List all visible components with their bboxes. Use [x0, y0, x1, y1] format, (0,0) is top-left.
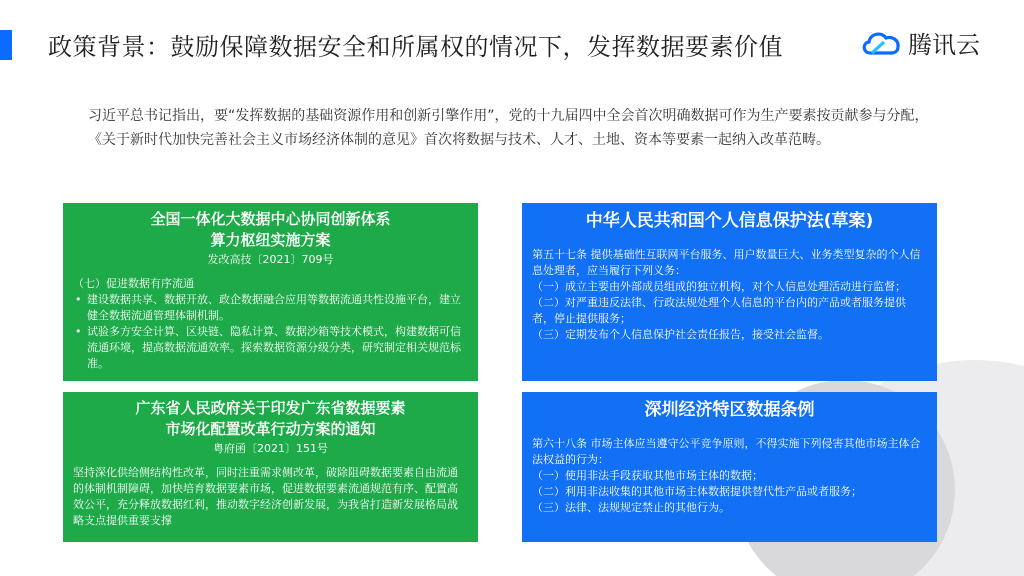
bullet-item: • 试验多方安全计算、区块链、隐私计算、数据沙箱等技术模式，构建数据可信流通环境，提高数据流通效率。探索数据资源分级分类，研究制定相关规范标准。	[73, 324, 468, 372]
card-line: （三）定期发布个人信息保护社会责任报告，接受社会监督。	[532, 328, 829, 341]
card-line: （二）对严重违反法律、行政法规处理个人信息的平台内的产品或者服务提供者，停止提供服务；	[532, 296, 906, 325]
card-line: 第六十八条 市场主体应当遵守公平竞争原则，不得实施下列侵害其他市场主体合法权益的行为：	[532, 437, 921, 466]
bullet-item: • 建设数据共享、数据开放、政企数据融合应用等数据流通共性设施平台，建立健全数据流通管理体制机制。	[73, 292, 468, 324]
card-title-line-2: 市场化配置改革行动方案的通知	[165, 420, 376, 438]
policy-card-national-compute	[63, 203, 478, 381]
card-line: 第五十七条 提供基础性互联网平台服务、用户数量巨大、业务类型复杂的个人信息处理者，应当履行下列义务：	[532, 248, 921, 277]
policy-card-guangdong	[63, 392, 478, 542]
brand-logo	[860, 25, 980, 60]
page-title: 政策背景：鼓励保障数据安全和所属权的情况下，发挥数据要素价值	[48, 33, 783, 61]
policy-card-personal-info-law	[522, 203, 937, 381]
brand-name: 腾讯云	[908, 31, 980, 59]
intro-paragraph: 习近平总书记指出，要“发挥数据的基础资源作用和创新引擎作用”，党的十九届四中全会首次明确数据可作为生产要素按贡献参与分配，《关于新时代加快完善社会主义市场经济体制的意见》首次将数据与技术、人才、土地、资本等要素一起纳入改革范畴。	[88, 108, 929, 148]
policy-card-shenzhen	[522, 392, 937, 542]
card-line: （一）成立主要由外部成员组成的独立机构，对个人信息处理活动进行监督；	[532, 280, 906, 293]
card-body	[532, 247, 927, 343]
card-document-number: 粤府函〔2021〕151号	[213, 442, 328, 455]
card-lead: （七）促进数据有序流通	[73, 277, 194, 290]
bullet-list	[73, 292, 468, 372]
card-title	[73, 398, 468, 440]
tencent-cloud-icon	[860, 27, 902, 59]
card-document-number: 发改高技〔2021〕709号	[207, 253, 334, 266]
card-line: （一）使用非法手段获取其他市场主体的数据；	[532, 469, 763, 482]
card-body: 坚持深化供给侧结构性改革，同时注重需求侧改革，破除阻碍数据要素自由流通的体制机制障碍，加快培育数据要素市场，促进数据要素流通规范有序、配置高效公平，充分释放数据红利，推动数字经济创新发展，为我省打造新发展格局战略支点提供重要支撑	[73, 466, 458, 527]
card-line: （三）法律、法规规定禁止的其他行为。	[532, 501, 730, 514]
card-body	[73, 276, 468, 372]
card-title: 深圳经济特区数据条例	[644, 400, 815, 420]
card-body	[532, 436, 927, 516]
card-title-line-1: 广东省人民政府关于印发广东省数据要素	[135, 399, 406, 417]
card-title-line-2: 算力枢纽实施方案	[210, 231, 331, 249]
card-line: （二）利用非法收集的其他市场主体数据提供替代性产品或者服务；	[532, 485, 862, 498]
card-title: 中华人民共和国个人信息保护法(草案)	[585, 211, 874, 231]
title-accent-bar	[0, 30, 12, 60]
card-title	[73, 209, 468, 251]
card-title-line-1: 全国一体化大数据中心协同创新体系	[150, 210, 391, 228]
